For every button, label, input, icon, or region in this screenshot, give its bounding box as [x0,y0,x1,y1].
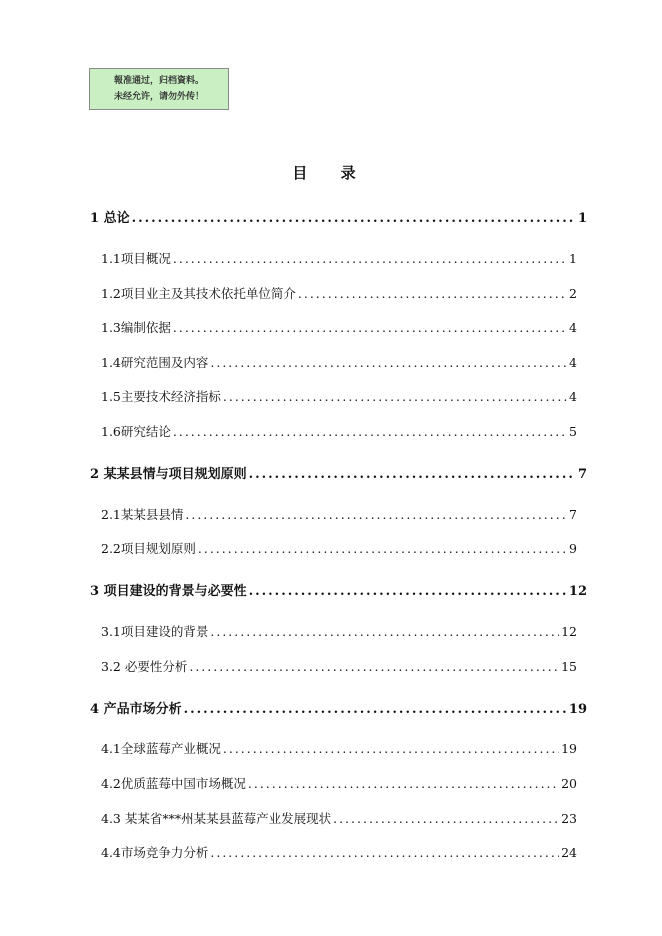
toc-entry-page: 19 [568,702,587,717]
toc-entry-page: 5 [569,424,577,439]
toc-entry-page: 7 [569,507,577,522]
toc-entry-label: 1.2项目业主及其技术依托单位简介 [101,286,296,301]
toc-entry-chapter-4[interactable] [90,698,587,717]
toc-entry-label: 2 某某县情与项目规划原则 [90,467,247,482]
toc-entry-label: 1.3编制依据 [101,320,171,335]
leader-dots [223,389,567,404]
toc-entry-page: 15 [561,659,577,674]
toc-entry-page: 20 [561,776,577,791]
toc-entry-page: 1 [577,211,587,226]
leader-dots [248,776,559,791]
leader-dots [173,320,567,335]
toc-entry-page: 23 [561,811,577,826]
stamp-line-1: 報准通过，归档資料。 [113,76,204,86]
leader-dots [298,286,567,301]
toc-entry-page: 4 [569,355,577,370]
toc-entry-label: 1.1项目概况 [101,251,171,266]
toc-entry-label: 4.1全球蓝莓产业概况 [101,741,221,756]
toc-entry-page: 12 [561,624,577,639]
toc-entry-label: 1.6研究结论 [101,424,171,439]
leader-dots [173,424,567,439]
toc-entry-label: 1.4研究范围及内容 [101,355,209,370]
leader-dots [210,624,559,639]
toc-entry-chapter-1[interactable] [90,207,587,226]
toc-entry-page: 4 [569,320,577,335]
toc-entry-label: 4.4市场竞争力分析 [101,845,209,860]
toc-entry-page: 19 [561,741,577,756]
toc-entry-page: 9 [569,541,577,556]
leader-dots [173,251,567,266]
toc-entry-4-4[interactable] [101,843,577,861]
toc-entry-chapter-3[interactable] [90,580,587,599]
leader-dots [189,659,559,674]
toc-entry-page: 24 [561,845,577,860]
leader-dots [210,355,567,370]
leader-dots [333,811,559,826]
leader-dots [198,541,567,556]
toc-entry-2-1[interactable] [101,505,577,523]
toc-entry-1-2[interactable] [101,284,577,302]
toc-entry-4-3[interactable] [101,809,577,827]
stamp-line-2: 未经允许，请勿外传！ [113,92,204,102]
toc-entry-label: 3 项目建设的背景与必要性 [90,584,247,599]
toc-entry-1-4[interactable] [101,353,577,371]
toc-entry-page: 12 [568,584,587,599]
toc-entry-3-1[interactable] [101,622,577,640]
toc-entry-1-3[interactable] [101,318,577,336]
toc-entry-chapter-2[interactable] [90,463,587,482]
toc-entry-label: 2.2项目规划原则 [101,541,196,556]
toc-entry-page: 1 [569,251,577,266]
toc-entry-label: 3.1项目建设的背景 [101,624,209,639]
toc-entry-4-1[interactable] [101,739,577,757]
toc-entry-label: 4.2优质蓝莓中国市场概况 [101,776,246,791]
toc-entry-label: 1.5主要技术经济指标 [101,389,221,404]
confidential-stamp [89,68,229,110]
toc-entry-label: 2.1某某县县情 [101,507,184,522]
toc-title: 目 录 [292,164,370,182]
leader-dots [249,584,567,599]
toc-entry-page: 7 [577,467,587,482]
leader-dots [185,507,567,522]
toc-entry-label: 4 产品市场分析 [90,702,182,717]
toc-entry-page: 4 [569,389,577,404]
toc-entry-3-2[interactable] [101,657,577,675]
leader-dots [223,741,559,756]
toc-entry-label: 1 总论 [90,211,130,226]
leader-dots [132,211,576,226]
toc-entry-label: 3.2 必要性分析 [101,659,188,674]
leader-dots [249,467,576,482]
toc-entry-2-2[interactable] [101,539,577,557]
leader-dots [184,702,567,717]
toc-entry-label: 4.3 某某省***州某某县蓝莓产业发展现状 [101,811,332,826]
toc-entry-1-5[interactable] [101,387,577,405]
leader-dots [210,845,559,860]
toc-entry-page: 2 [569,286,577,301]
toc-entry-4-2[interactable] [101,774,577,792]
toc-entry-1-1[interactable] [101,249,577,267]
toc-entry-1-6[interactable] [101,422,577,440]
